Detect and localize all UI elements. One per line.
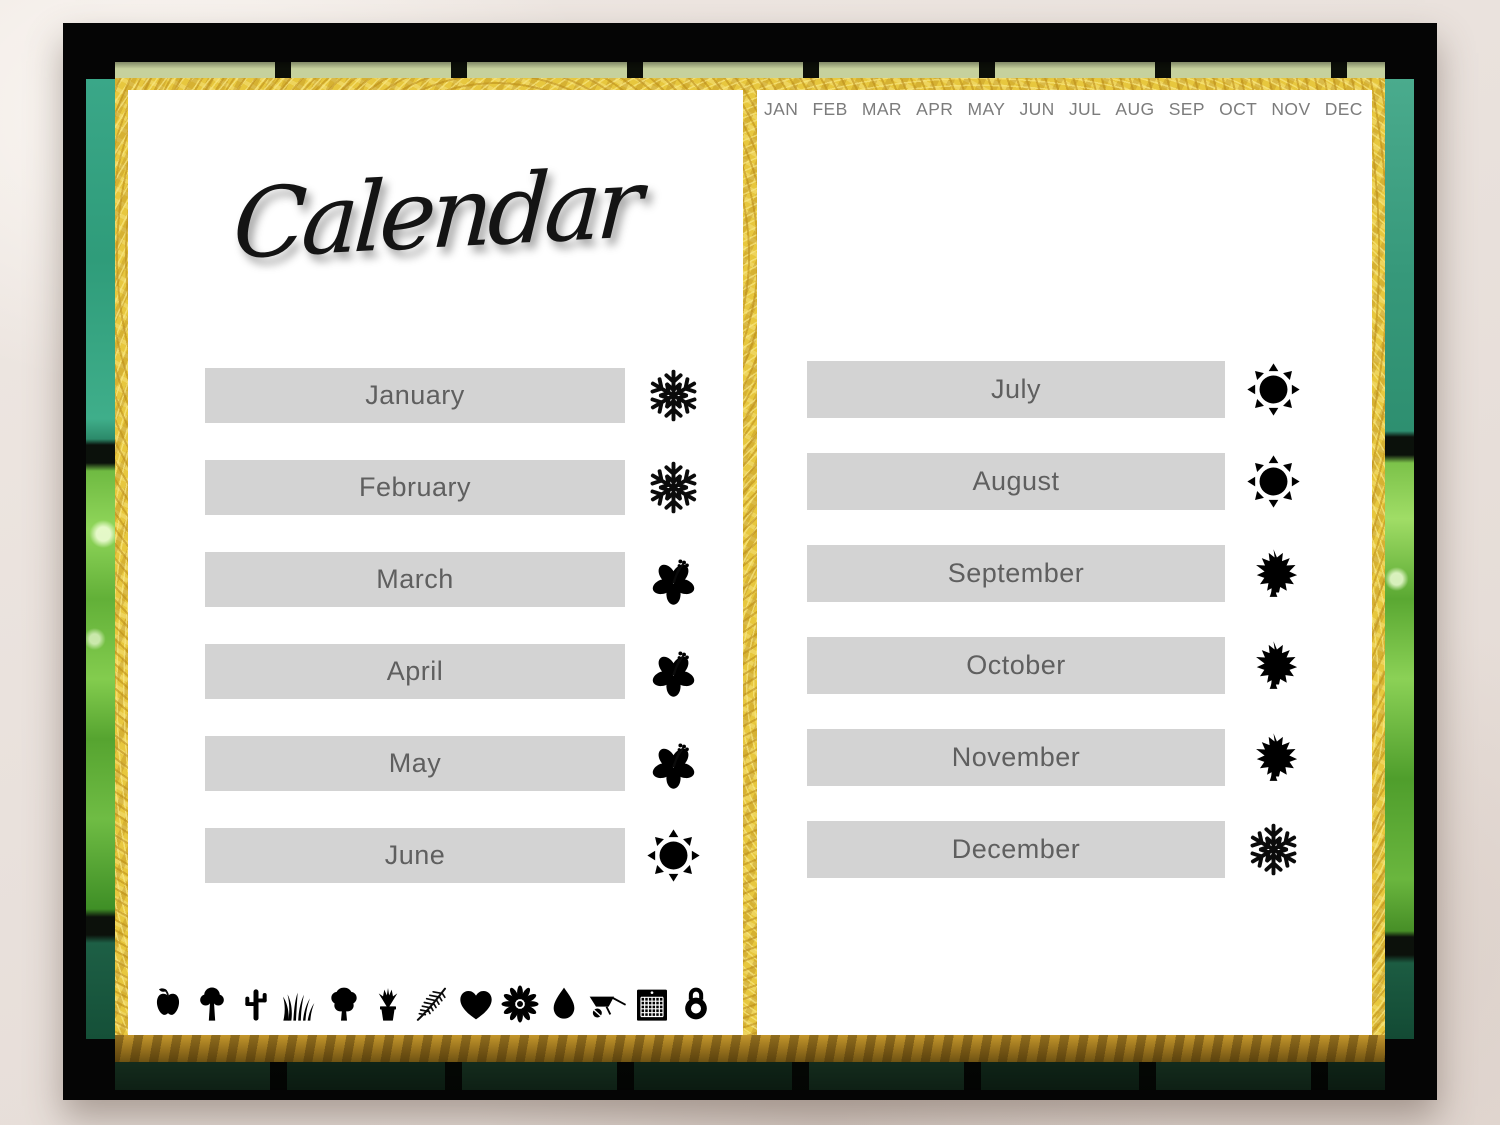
- month-list-right: [757, 362, 1372, 877]
- greenhouse-photo-right: [1385, 79, 1414, 1039]
- month-button-may[interactable]: May: [205, 736, 625, 791]
- sun-icon: [1242, 362, 1304, 417]
- month-row: [128, 552, 743, 607]
- flower-icon[interactable]: [500, 983, 540, 1025]
- category-icon-strip: [148, 983, 716, 1025]
- sun-icon: [642, 828, 704, 883]
- maple-leaf-icon: [1242, 638, 1304, 693]
- water-drop-icon[interactable]: [544, 983, 584, 1025]
- potted-plant-icon[interactable]: [368, 983, 408, 1025]
- tab-jun[interactable]: JUN: [1019, 98, 1055, 119]
- maple-leaf-icon: [1242, 730, 1304, 785]
- month-button-september[interactable]: September: [807, 545, 1225, 602]
- month-button-july[interactable]: July: [807, 361, 1225, 418]
- tab-may[interactable]: MAY: [967, 98, 1006, 119]
- snowflake-icon: [1242, 822, 1304, 877]
- padlock-icon[interactable]: [676, 983, 716, 1025]
- hibiscus-icon: [642, 644, 704, 699]
- fern-icon[interactable]: [412, 983, 452, 1025]
- month-row: [757, 730, 1372, 785]
- tab-jul[interactable]: JUL: [1068, 98, 1102, 119]
- page-right: [757, 90, 1372, 1035]
- apple-icon[interactable]: [148, 983, 188, 1025]
- snowflake-icon: [642, 368, 704, 423]
- tab-jan[interactable]: JAN: [764, 98, 799, 119]
- heart-icon[interactable]: [456, 983, 496, 1025]
- gold-border-spread: [115, 78, 1385, 1062]
- month-row: [128, 460, 743, 515]
- page-title: Calendar: [230, 147, 641, 281]
- month-row: [757, 362, 1372, 417]
- month-button-december[interactable]: December: [807, 821, 1225, 878]
- maple-leaf-icon: [1242, 546, 1304, 601]
- grass-icon[interactable]: [280, 983, 320, 1025]
- month-row: [757, 454, 1372, 509]
- month-button-august[interactable]: August: [807, 453, 1225, 510]
- tab-mar[interactable]: MAR: [861, 98, 902, 119]
- greenhouse-photo-left: [86, 79, 115, 1039]
- month-row: [757, 638, 1372, 693]
- month-button-june[interactable]: June: [205, 828, 625, 883]
- photo-frame: [63, 23, 1437, 1100]
- month-row: [128, 736, 743, 791]
- tab-apr[interactable]: APR: [916, 98, 954, 119]
- month-button-november[interactable]: November: [807, 729, 1225, 786]
- greenhouse-photo-top: [115, 62, 1385, 79]
- month-button-october[interactable]: October: [807, 637, 1225, 694]
- cactus-icon[interactable]: [236, 983, 276, 1025]
- calendar-grid-icon[interactable]: [632, 983, 672, 1025]
- month-row: [757, 546, 1372, 601]
- month-button-march[interactable]: March: [205, 552, 625, 607]
- month-button-january[interactable]: January: [205, 368, 625, 423]
- month-button-april[interactable]: April: [205, 644, 625, 699]
- hibiscus-icon: [642, 552, 704, 607]
- wheelbarrow-icon[interactable]: [588, 983, 628, 1025]
- snowflake-icon: [642, 460, 704, 515]
- month-list-left: [128, 368, 743, 883]
- tab-nov[interactable]: NOV: [1271, 98, 1311, 119]
- month-button-february[interactable]: February: [205, 460, 625, 515]
- tree-icon[interactable]: [192, 983, 232, 1025]
- month-row: [128, 368, 743, 423]
- tab-dec[interactable]: DEC: [1324, 98, 1363, 119]
- tab-aug[interactable]: AUG: [1115, 98, 1155, 119]
- oak-tree-icon[interactable]: [324, 983, 364, 1025]
- page-left: [128, 90, 743, 1035]
- month-row: [757, 822, 1372, 877]
- tab-oct[interactable]: OCT: [1219, 98, 1258, 119]
- month-tab-bar: [764, 96, 1363, 122]
- greenhouse-photo-bottom: [115, 1062, 1385, 1090]
- tab-sep[interactable]: SEP: [1168, 98, 1205, 119]
- sun-icon: [1242, 454, 1304, 509]
- month-row: [128, 828, 743, 883]
- month-row: [128, 644, 743, 699]
- hibiscus-icon: [642, 736, 704, 791]
- tab-feb[interactable]: FEB: [812, 98, 848, 119]
